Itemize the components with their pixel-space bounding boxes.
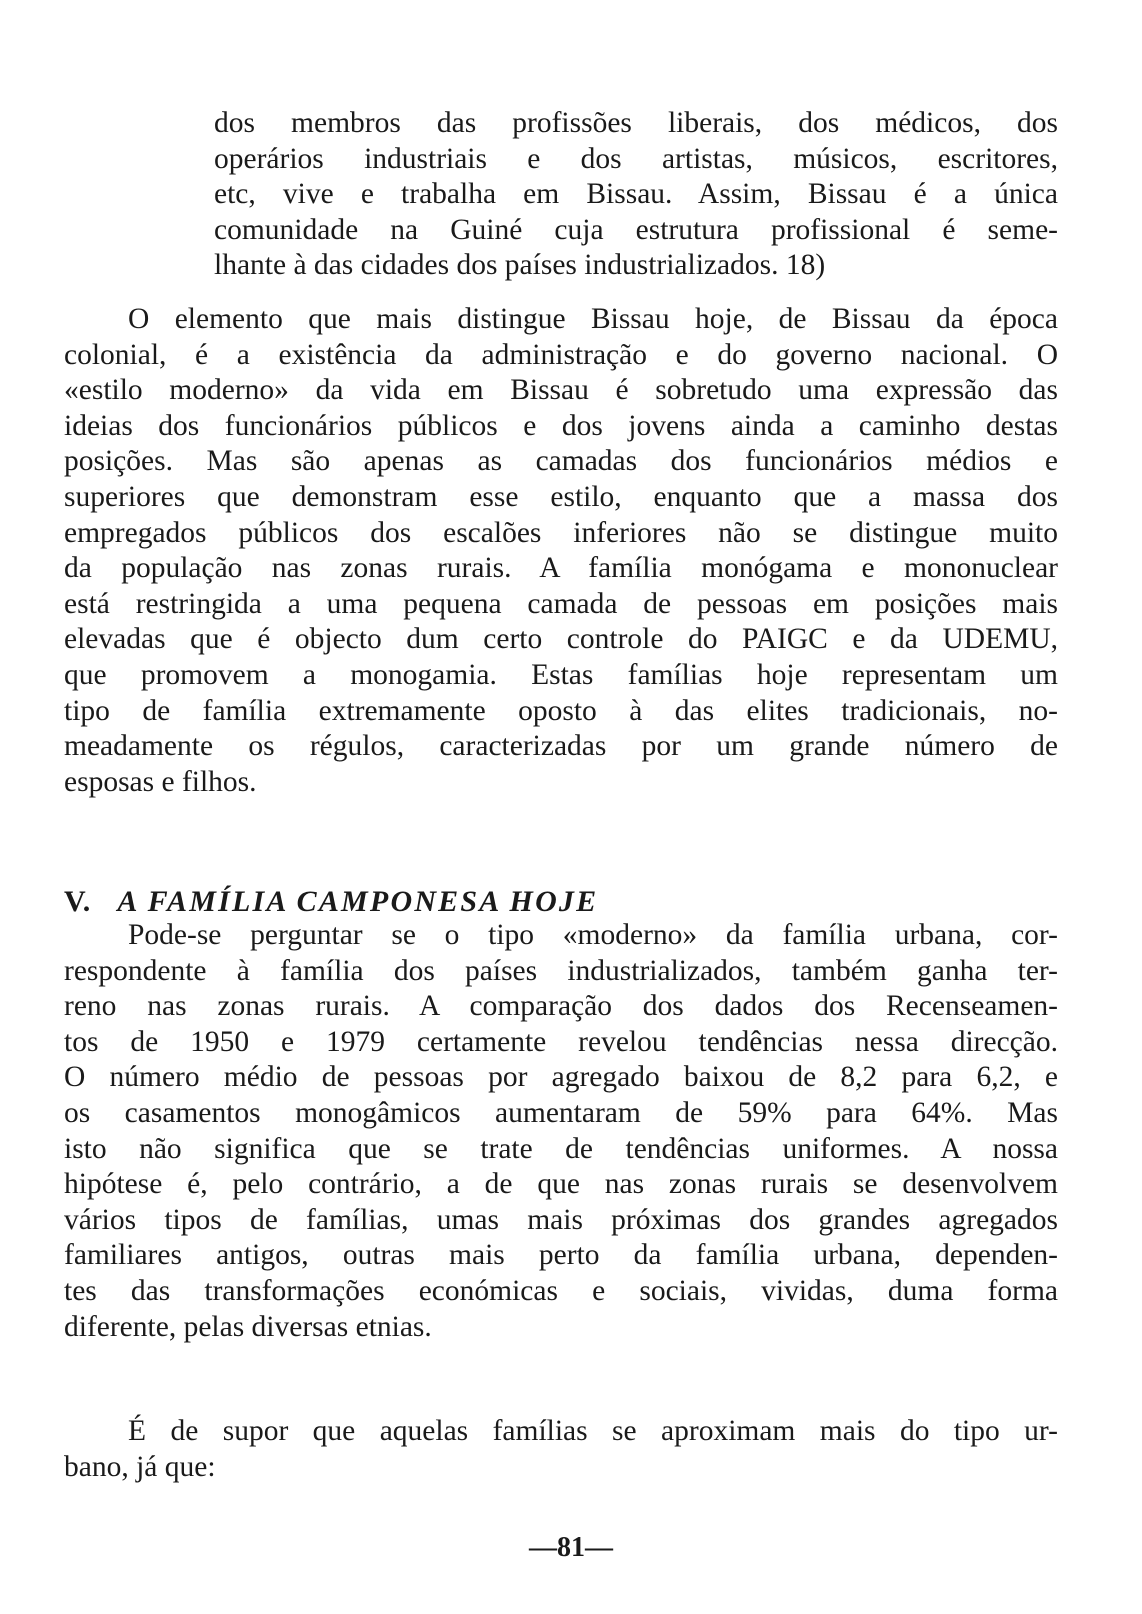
section-heading <box>64 884 598 920</box>
text-line: comunidade na Guiné cuja estrutura profissional é seme- <box>214 213 1058 246</box>
text-line: empregados públicos dos escalões inferiores não se distingue muito <box>64 516 1058 549</box>
text-line: diferente, pelas diversas etnias. <box>64 1310 432 1343</box>
text-line: hipótese é, pelo contrário, a de que nas zonas rurais se desenvolvem <box>64 1168 1058 1201</box>
text-line: da população nas zonas rurais. A família monógama e mononuclear <box>64 552 1058 585</box>
text-line: lhante à das cidades dos países industrializados. 18) <box>214 249 826 282</box>
text-line: tes das transformações económicas e sociais, vividas, duma forma <box>64 1274 1058 1307</box>
text-line: que promovem a monogamia. Estas famílias hoje representam um <box>64 658 1058 691</box>
text-line: O elemento que mais distingue Bissau hoje, de Bissau da época <box>128 303 1058 335</box>
text-line: colonial, é a existência da administração e do governo nacional. O <box>64 338 1058 371</box>
text-line: tos de 1950 e 1979 certamente revelou tendências nessa direcção. <box>64 1025 1058 1058</box>
section-number: V. <box>64 885 92 918</box>
text-line: está restringida a uma pequena camada de pessoas em posições mais <box>64 587 1058 620</box>
text-line: É de supor que aquelas famílias se aproximam mais do tipo ur- <box>128 1415 1058 1447</box>
text-line: vários tipos de famílias, umas mais próximas dos grandes agregados <box>64 1203 1058 1236</box>
text-line: tipo de família extremamente oposto à das elites tradicionais, no- <box>64 694 1058 727</box>
text-line: «estilo moderno» da vida em Bissau é sobretudo uma expressão das <box>64 374 1058 407</box>
text-line: familiares antigos, outras mais perto da família urbana, dependen- <box>64 1239 1058 1272</box>
text-line: etc, vive e trabalha em Bissau. Assim, Bissau é a única <box>214 178 1058 211</box>
text-line: esposas e filhos. <box>64 765 257 798</box>
text-line: dos membros das profissões liberais, dos médicos, dos <box>214 107 1058 139</box>
paragraph-rural-family <box>64 918 1058 1345</box>
text-line: superiores que demonstram esse estilo, enquanto que a massa dos <box>64 480 1058 513</box>
text-line: meadamente os régulos, caracterizadas por um grande número de <box>64 730 1058 763</box>
text-line: bano, já que: <box>64 1450 216 1483</box>
text-line: respondente à família dos países industrializados, também ganha ter- <box>64 954 1058 987</box>
text-line: os casamentos monogâmicos aumentaram de 59% para 64%. Mas <box>64 1096 1058 1129</box>
text-line: posições. Mas são apenas as camadas dos funcionários médios e <box>64 445 1058 478</box>
text-line: O número médio de pessoas por agregado baixou de 8,2 para 6,2, e <box>64 1061 1058 1094</box>
text-line: ideias dos funcionários públicos e dos jovens ainda a caminho destas <box>64 409 1058 442</box>
text-line: Pode-se perguntar se o tipo «moderno» da família urbana, cor- <box>128 919 1058 951</box>
text-line: operários industriais e dos artistas, músicos, escritores, <box>214 142 1058 175</box>
paragraph-bissau-modern-style <box>64 302 1058 800</box>
text-line: isto não significa que se trate de tendências uniformes. A nossa <box>64 1132 1058 1165</box>
section-title: A FAMÍLIA CAMPONESA HOJE <box>117 885 599 918</box>
paragraph-continuation <box>214 106 1058 284</box>
page-number: —81— <box>529 1532 613 1563</box>
paragraph-hypothesis <box>64 1414 1058 1485</box>
text-line: reno nas zonas rurais. A comparação dos dados dos Recenseamen- <box>64 990 1058 1023</box>
text-line: elevadas que é objecto dum certo controle do PAIGC e da UDEMU, <box>64 623 1058 656</box>
